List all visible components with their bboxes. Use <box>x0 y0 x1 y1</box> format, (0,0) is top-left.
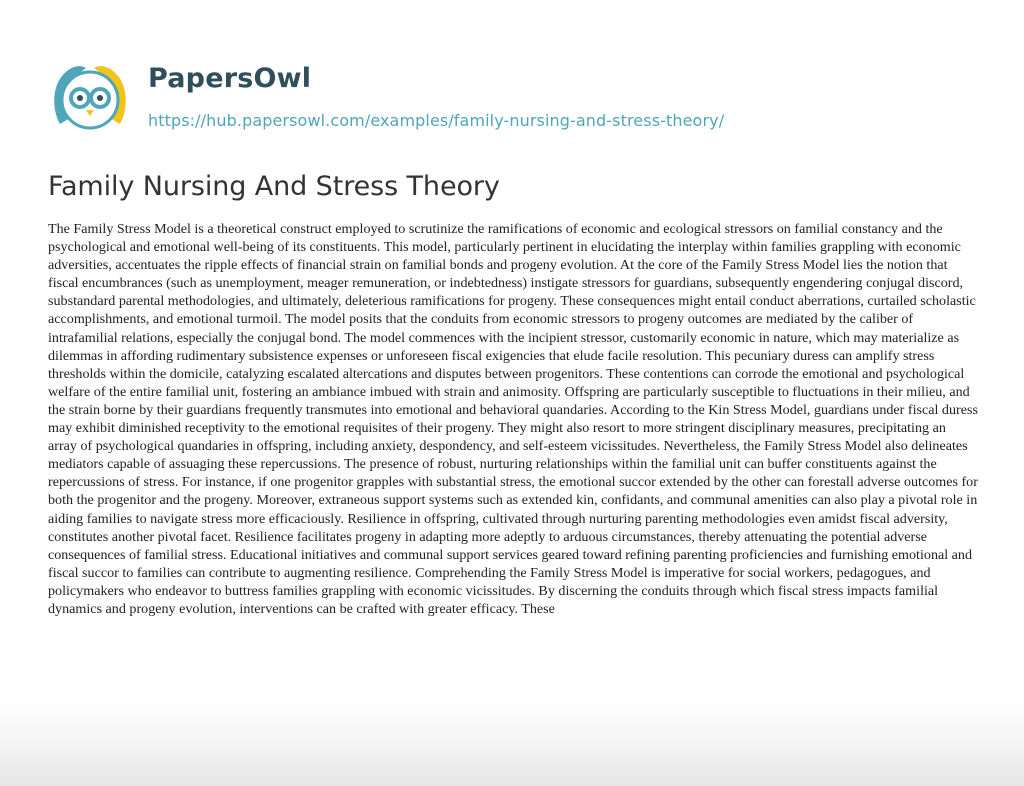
page-title: Family Nursing And Stress Theory <box>48 171 500 202</box>
brand-header <box>46 54 724 144</box>
brand-name: PapersOwl <box>148 63 312 94</box>
bottom-fade <box>0 700 1024 786</box>
brand-text <box>148 54 724 134</box>
source-url-link[interactable]: https://hub.papersowl.com/examples/family-nursing-and-stress-theory/ <box>148 111 725 130</box>
essay-body: The Family Stress Model is a theoretical construct employed to scrutinize the ramifications of economic and ecological stressors on familial constancy and the psychological and emotional well-being of its constituents. This model, particularly pertinent in elucidating the interplay within families grappling with economic adversities, accentuates the ripple effects of financial strain on familial bonds and progeny evolution. At the core of the Family Stress Model lies the notion that fiscal encumbrances (such as unemployment, meager remuneration, or indebtedness) instigate stressors for guardians, subsequently engendering conjugal discord, substandard parental methodologies, and ultimately, deleterious ramifications for progeny. These consequences might entail conduct aberrations, curtailed scholastic accomplishments, and emotional turmoil. The model posits that the conduits from economic stressors to progeny outcomes are mediated by the caliber of intrafamilial relations, especially the conjugal bond. The model commences with the incipient stressor, customarily economic in nature, which may materialize as dilemmas in affording rudimentary subsistence expenses or unforeseen fiscal exigencies that elude facile resolution. This pecuniary duress can amplify stress thresholds within the domicile, catalyzing escalated altercations and disputes between progenitors. These contentions can corrode the emotional and psychological welfare of the entire familial unit, fostering an ambiance imbued with strain and animosity. Offspring are particularly susceptible to fluctuations in their milieu, and the strain borne by their guardians frequently transmutes into emotional and behavioral quandaries. According to the Kin Stress Model, guardians under fiscal duress may exhibit diminished receptivity to the emotional requisites of their progeny. They might also resort to more stringent disciplinary measures, precipitating an array of psychological quandaries in offspring, including anxiety, despondency, and self-esteem vicissitudes. Nevertheless, the Family Stress Model also delineates mediators capable of assuaging these repercussions. The presence of robust, nurturing relationships within the familial unit can buffer constituents against the repercussions of stress. For instance, if one progenitor grapples with substantial stress, the emotional succor extended by the other can forestall adverse outcomes for both the progenitor and the progeny. Moreover, extraneous support systems such as extended kin, confidants, and communal amenities can also play a pivotal role in aiding families to navigate stress more efficaciously. Resilience in offspring, cultivated through nurturing parenting methodologies even amidst fiscal adversity, constitutes another pivotal facet. Resilience facilitates progeny in adapting more adeptly to arduous circumstances, thereby attenuating the potential adverse consequences of familial stress. Educational initiatives and communal support services geared toward refining parenting proficiencies and furnishing emotional and fiscal succor to families can contribute to augmenting resilience. Comprehending the Family Stress Model is imperative for social workers, pedagogues, and policymakers who endeavor to buttress families grappling with economic vicissitudes. By discerning the conduits through which fiscal stress impacts familial dynamics and progeny evolution, interventions can be crafted with greater efficacy. These <box>48 221 978 617</box>
owl-logo-icon <box>46 54 134 142</box>
